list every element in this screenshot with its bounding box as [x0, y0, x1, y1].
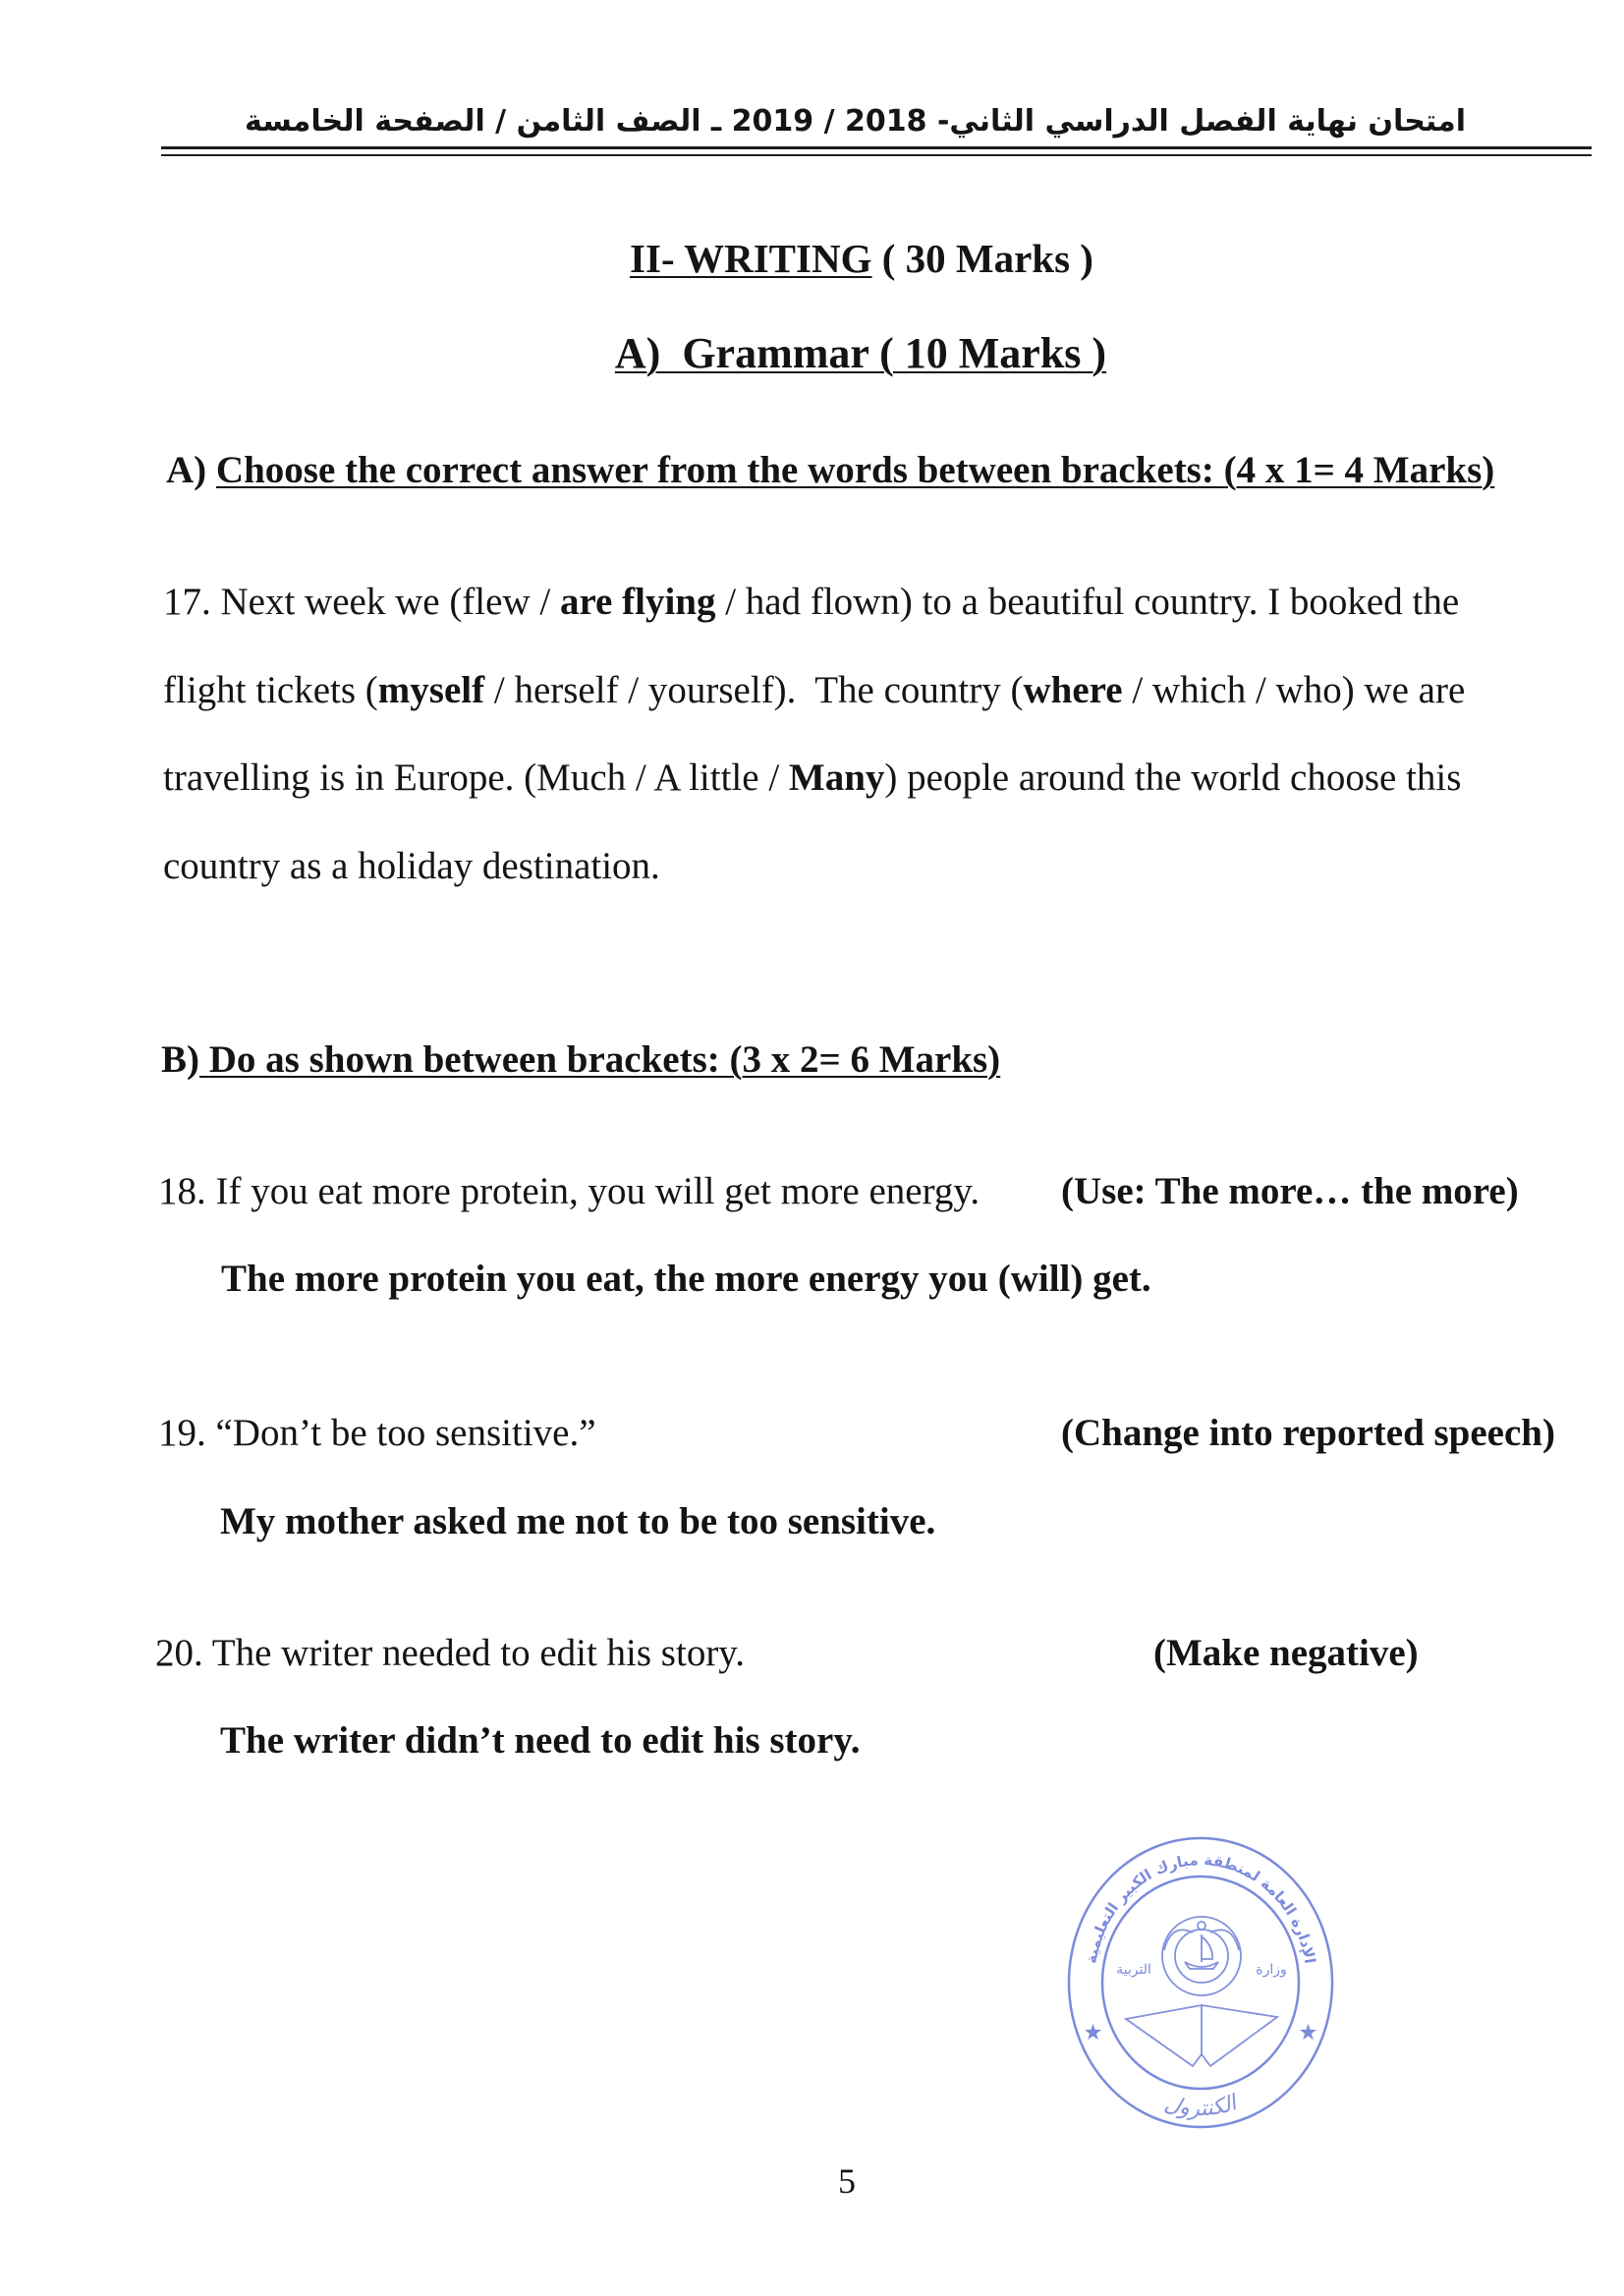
header-rule-top — [161, 146, 1592, 149]
q17-text: flight tickets ( — [163, 669, 378, 711]
q18-prompt: 18. If you eat more protein, you will get more energy. — [158, 1170, 980, 1212]
part-a-heading — [166, 446, 1494, 495]
q17-line-4 — [163, 842, 660, 891]
header-title: امتحان نهاية الفصل الدراسي الثاني- 2018 / 2019 ـ الصف الثامن / الصفحة الخامسة — [245, 104, 1466, 139]
part-a-instruction: Choose the correct answer from the words between brackets: (4 x 1= 4 Marks) — [215, 449, 1495, 491]
page-number: 5 — [838, 2161, 856, 2201]
stamp-star-icon — [1085, 2024, 1316, 2040]
q18-instruction: (Use: The more… the more) — [1061, 1170, 1519, 1212]
q17-text: ) people around the world choose this — [884, 756, 1462, 799]
q17-answer-choice: where — [1023, 669, 1123, 711]
stamp-ring-textpath: الإدارة العامة لمنطقة مبارك الكبير التعليمية — [1082, 1851, 1319, 1965]
q17-line-2 — [163, 666, 1465, 715]
stamp-ring-text — [1083, 1851, 1319, 1965]
stamp-signature — [1162, 2091, 1243, 2122]
section-title-text: II- WRITING — [630, 236, 872, 281]
grammar-title: A) Grammar ( 10 Marks ) — [614, 329, 1107, 377]
section-marks: ( 30 Marks ) — [881, 236, 1093, 281]
q20-instruction: (Make negative) — [1153, 1632, 1419, 1674]
q19-answer: My mother asked me not to be too sensitive. — [220, 1500, 936, 1542]
q17-text: country as a holiday destination. — [163, 845, 660, 887]
stamp-left-text: التربية — [1116, 1962, 1151, 1978]
stamp-right-text: وزارة — [1256, 1962, 1287, 1978]
part-b-instruction: Do as shown between brackets: (3 x 2= 6 Marks) — [208, 1038, 1001, 1081]
part-b-label: B) — [161, 1038, 199, 1081]
header-rule-bottom — [161, 154, 1592, 156]
stamp-signature-textpath: الكنترول — [1161, 2091, 1240, 2122]
section-title — [630, 233, 1093, 284]
q17-text: / had flown) to a beautiful country. I booked the — [715, 581, 1460, 623]
q17-answer-choice: Many — [788, 756, 885, 799]
q20-answer: The writer didn’t need to edit his story. — [220, 1719, 861, 1762]
q19-prompt: 19. “Don’t be too sensitive.” — [158, 1412, 596, 1454]
q17-text: travelling is in Europe. (Much / A little / — [163, 756, 789, 799]
q17-line-3 — [163, 754, 1461, 803]
q19-instruction: (Change into reported speech) — [1061, 1412, 1555, 1454]
q17-answer-choice: are flying — [559, 581, 716, 623]
q17-text: / herself / yourself). The country ( — [484, 669, 1024, 711]
q17-text: 17. Next week we (flew / — [163, 581, 560, 623]
part-b-heading — [161, 1036, 1000, 1085]
q17-answer-choice: myself — [377, 669, 485, 711]
q20-prompt: 20. The writer needed to edit his story. — [155, 1632, 746, 1674]
q18-answer: The more protein you eat, the more energy you (will) get. — [221, 1258, 1151, 1300]
official-stamp — [1053, 1824, 1348, 2141]
part-a-label: A) — [166, 449, 207, 491]
stamp-emblem-icon — [1126, 1917, 1277, 2066]
q17-line-1 — [163, 578, 1459, 627]
q17-text: / which / who) we are — [1122, 669, 1466, 711]
